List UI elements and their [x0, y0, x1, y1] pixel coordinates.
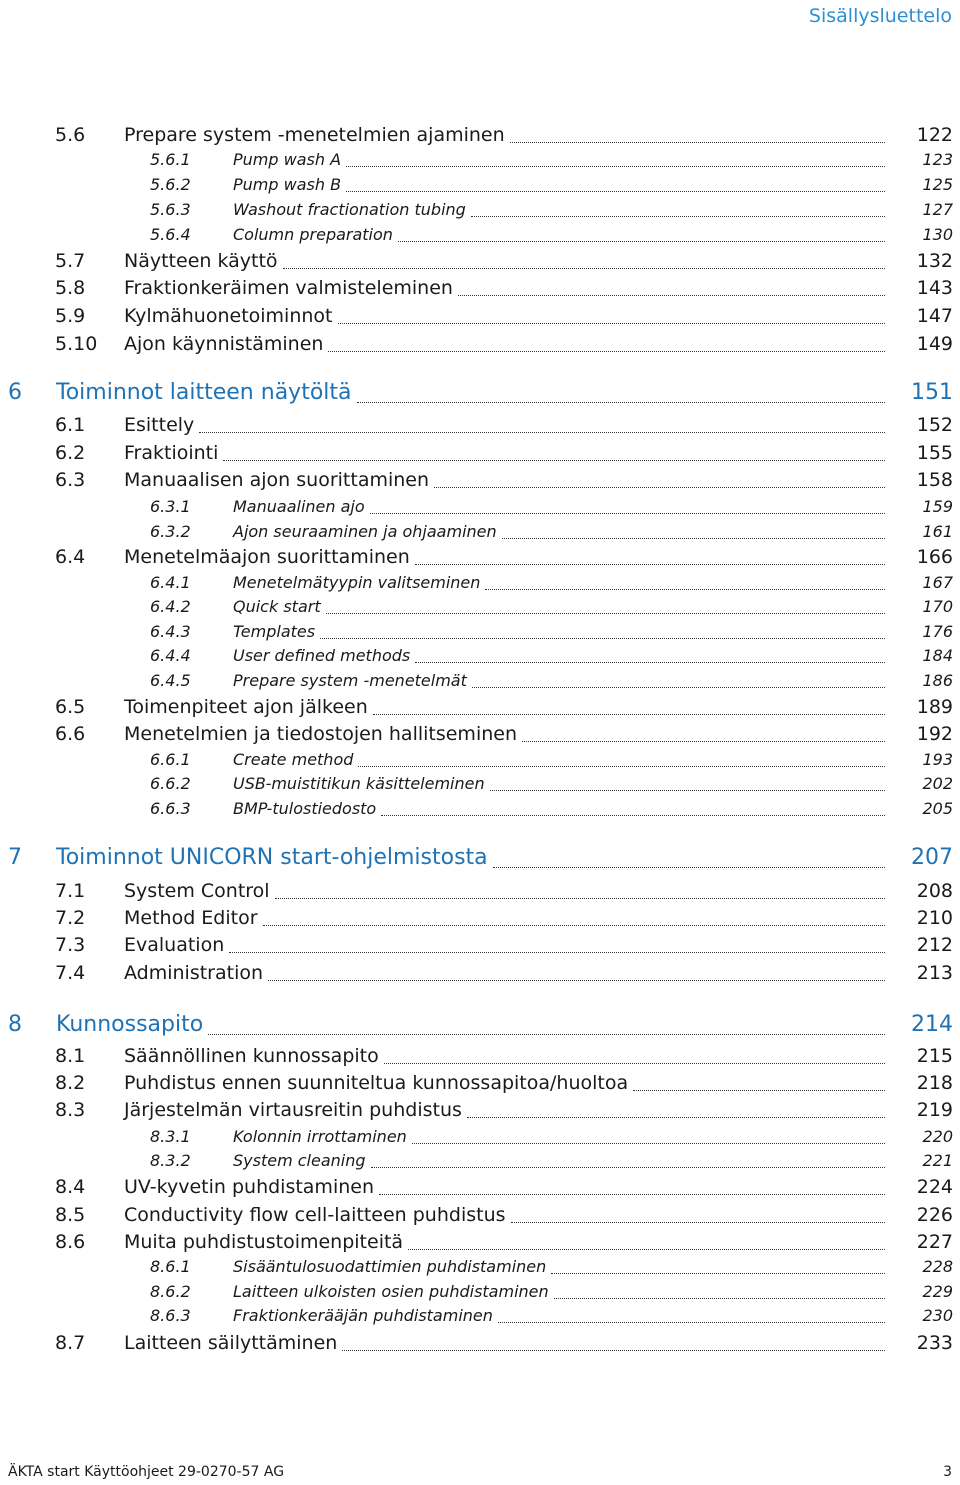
toc-leader-dots — [510, 142, 885, 143]
toc-leader-dots — [342, 1350, 885, 1351]
toc-entry-title: Create method — [233, 750, 354, 769]
toc-entry[interactable] — [0, 671, 960, 693]
toc-entry-page: 161 — [922, 522, 953, 541]
toc-entry[interactable] — [0, 750, 960, 772]
toc-entry[interactable] — [0, 1127, 960, 1149]
toc-entry[interactable] — [0, 1045, 960, 1069]
toc-entry-page: 166 — [916, 546, 953, 568]
toc-entry[interactable] — [0, 799, 960, 821]
toc-entry[interactable] — [0, 414, 960, 438]
toc-entry-title: Muita puhdistustoimenpiteitä — [124, 1231, 404, 1253]
toc-entry[interactable] — [0, 962, 960, 986]
toc-entry-page: 213 — [916, 962, 953, 984]
toc-entry-page: 230 — [922, 1306, 953, 1325]
section-header: Sisällysluettelo — [808, 5, 952, 27]
toc-entry[interactable] — [0, 1231, 960, 1255]
toc-entry[interactable] — [0, 150, 960, 172]
toc-leader-dots — [458, 295, 885, 296]
toc-entry-page: 192 — [916, 723, 953, 745]
toc-entry[interactable] — [0, 522, 960, 544]
toc-leader-dots — [326, 613, 885, 614]
toc-entry-number: 6.6 — [55, 723, 86, 745]
toc-entry[interactable] — [0, 622, 960, 644]
toc-leader-dots — [490, 790, 885, 791]
toc-leader-dots — [467, 1117, 885, 1118]
toc-entry-number: 5.6.2 — [150, 175, 191, 194]
toc-leader-dots — [485, 589, 885, 590]
toc-entry-number: 8.4 — [55, 1176, 86, 1198]
toc-entry-number: 7.4 — [55, 962, 86, 984]
toc-entry-page: 143 — [916, 277, 953, 299]
toc-entry-number: 8.6.3 — [150, 1306, 191, 1325]
toc-entry-page: 224 — [916, 1176, 953, 1198]
toc-leader-dots — [346, 191, 885, 192]
toc-entry-page: 123 — [922, 150, 953, 169]
toc-entry-title: Fraktionkerääjän puhdistaminen — [233, 1306, 493, 1325]
toc-entry-number: 5.10 — [55, 333, 98, 355]
toc-entry-number: 6.3.1 — [150, 497, 191, 516]
toc-entry-number: 8.6.1 — [150, 1257, 191, 1276]
toc-entry-number: 6.4.5 — [150, 671, 191, 690]
toc-entry-title: Puhdistus ennen suunniteltua kunnossapitoa/huoltoa — [124, 1072, 629, 1094]
toc-leader-dots — [229, 952, 885, 953]
toc-entry-number: 6.6.2 — [150, 774, 191, 793]
toc-leader-dots — [415, 662, 885, 663]
toc-entry[interactable] — [0, 442, 960, 466]
toc-entry-title: Laitteen säilyttäminen — [124, 1332, 338, 1354]
toc-entry[interactable] — [0, 277, 960, 301]
toc-leader-dots — [471, 216, 885, 217]
toc-entry-number: 8.2 — [55, 1072, 86, 1094]
toc-entry-number: 5.9 — [55, 305, 86, 327]
toc-leader-dots — [502, 538, 885, 539]
toc-entry[interactable] — [0, 845, 960, 873]
toc-entry-page: 176 — [922, 622, 953, 641]
toc-entry-number: 6.3.2 — [150, 522, 191, 541]
toc-entry[interactable] — [0, 1204, 960, 1228]
toc-leader-dots — [263, 925, 885, 926]
footer-document-title: ÄKTA start Käyttöohjeet 29-0270-57 AG — [8, 1464, 285, 1480]
toc-leader-dots — [320, 638, 885, 639]
toc-entry-page: 186 — [922, 671, 953, 690]
toc-entry-page: 226 — [916, 1204, 953, 1226]
toc-entry-page: 233 — [916, 1332, 953, 1354]
toc-entry-number: 7 — [8, 845, 22, 870]
toc-entry-title: Kylmähuonetoiminnot — [124, 305, 333, 327]
toc-leader-dots — [373, 714, 885, 715]
toc-entry[interactable] — [0, 696, 960, 720]
toc-leader-dots — [551, 1273, 885, 1274]
toc-entry-title: Prepare system -menetelmien ajaminen — [124, 124, 505, 146]
toc-entry-number: 5.7 — [55, 250, 86, 272]
toc-entry-page: 228 — [922, 1257, 953, 1276]
toc-entry-number: 6.4.3 — [150, 622, 191, 641]
toc-entry-page: 155 — [916, 442, 953, 464]
toc-entry-page: 130 — [922, 225, 953, 244]
toc-leader-dots — [346, 166, 885, 167]
toc-entry-page: 212 — [916, 934, 953, 956]
toc-leader-dots — [522, 741, 885, 742]
toc-entry-title: Evaluation — [124, 934, 225, 956]
toc-leader-dots — [384, 1063, 885, 1064]
toc-entry[interactable] — [0, 175, 960, 197]
toc-entry-page: 147 — [916, 305, 953, 327]
toc-entry-title: Washout fractionation tubing — [233, 200, 466, 219]
toc-entry-title: Conductivity flow cell-laitteen puhdistus — [124, 1204, 506, 1226]
toc-entry-title: Menetelmäajon suorittaminen — [124, 546, 410, 568]
toc-entry-page: 193 — [922, 750, 953, 769]
toc-entry-title: Fraktiointi — [124, 442, 219, 464]
toc-entry-number: 7.1 — [55, 880, 86, 902]
toc-entry-page: 184 — [922, 646, 953, 665]
toc-entry-page: 170 — [922, 597, 953, 616]
toc-entry-number: 8.3 — [55, 1099, 86, 1121]
toc-leader-dots — [398, 241, 885, 242]
toc-entry-page: 208 — [916, 880, 953, 902]
toc-entry-title: Kolonnin irrottaminen — [233, 1127, 407, 1146]
toc-entry-title: Kunnossapito — [56, 1012, 204, 1037]
toc-entry-number: 5.6 — [55, 124, 86, 146]
toc-entry-title: Näytteen käyttö — [124, 250, 278, 272]
toc-leader-dots — [268, 980, 885, 981]
toc-entry[interactable] — [0, 723, 960, 747]
toc-entry-number: 6.4.2 — [150, 597, 191, 616]
toc-leader-dots — [223, 460, 885, 461]
toc-entry-number: 6.6.1 — [150, 750, 191, 769]
toc-entry-page: 159 — [922, 497, 953, 516]
toc-entry[interactable] — [0, 646, 960, 668]
toc-entry[interactable] — [0, 1306, 960, 1328]
toc-leader-dots — [208, 1034, 885, 1035]
toc-entry-page: 202 — [922, 774, 953, 793]
toc-entry[interactable] — [0, 305, 960, 329]
toc-leader-dots — [357, 402, 885, 403]
toc-entry-title: Menetelmätyypin valitseminen — [233, 573, 481, 592]
toc-entry[interactable] — [0, 1332, 960, 1356]
toc-entry-page: 125 — [922, 175, 953, 194]
toc-entry-page: 215 — [916, 1045, 953, 1067]
toc-entry-title: Menetelmien ja tiedostojen hallitseminen — [124, 723, 517, 745]
toc-entry-number: 6.4.1 — [150, 573, 191, 592]
toc-entry-title: Manuaalisen ajon suorittaminen — [124, 469, 430, 491]
toc-leader-dots — [199, 432, 885, 433]
toc-leader-dots — [358, 766, 885, 767]
toc-entry-title: Järjestelmän virtausreitin puhdistus — [124, 1099, 462, 1121]
toc-leader-dots — [370, 513, 885, 514]
toc-entry[interactable] — [0, 469, 960, 493]
toc-leader-dots — [283, 268, 885, 269]
toc-leader-dots — [328, 351, 885, 352]
toc-leader-dots — [498, 1322, 885, 1323]
toc-entry-page: 219 — [916, 1099, 953, 1121]
toc-entry-title: USB-muistitikun käsitteleminen — [233, 774, 485, 793]
toc-entry-number: 5.6.3 — [150, 200, 191, 219]
toc-entry-number: 8 — [8, 1012, 22, 1037]
toc-entry[interactable] — [0, 774, 960, 796]
toc-entry-title: UV-kyvetin puhdistaminen — [124, 1176, 374, 1198]
toc-entry-title: Säännöllinen kunnossapito — [124, 1045, 379, 1067]
toc-leader-dots — [275, 898, 885, 899]
toc-entry[interactable] — [0, 1072, 960, 1096]
toc-entry-title: Fraktionkeräimen valmisteleminen — [124, 277, 453, 299]
toc-entry[interactable] — [0, 573, 960, 595]
toc-entry-title: Esittely — [124, 414, 195, 436]
toc-entry[interactable] — [0, 1012, 960, 1040]
toc-entry[interactable] — [0, 1151, 960, 1173]
toc-entry-page: 122 — [916, 124, 953, 146]
toc-leader-dots — [338, 323, 885, 324]
toc-entry-number: 8.3.1 — [150, 1127, 191, 1146]
toc-entry-title: Quick start — [233, 597, 321, 616]
toc-entry[interactable] — [0, 1099, 960, 1123]
toc-entry-title: System Control — [124, 880, 270, 902]
toc-entry-title: User defined methods — [233, 646, 411, 665]
toc-entry-title: Ajon käynnistäminen — [124, 333, 324, 355]
toc-entry-number: 5.6.1 — [150, 150, 191, 169]
toc-entry-page: 205 — [922, 799, 953, 818]
toc-entry-number: 7.2 — [55, 907, 86, 929]
toc-entry-title: Pump wash A — [233, 150, 342, 169]
toc-entry-page: 149 — [916, 333, 953, 355]
toc-entry-number: 7.3 — [55, 934, 86, 956]
toc-entry[interactable] — [0, 907, 960, 931]
toc-leader-dots — [381, 815, 885, 816]
toc-entry[interactable] — [0, 546, 960, 570]
toc-entry-number: 6.5 — [55, 696, 86, 718]
toc-entry-page: 132 — [916, 250, 953, 272]
toc-entry-number: 6.1 — [55, 414, 86, 436]
toc-entry-number: 8.1 — [55, 1045, 86, 1067]
toc-entry-title: Manuaalinen ajo — [233, 497, 365, 516]
toc-entry[interactable] — [0, 333, 960, 357]
toc-entry-number: 5.8 — [55, 277, 86, 299]
toc-leader-dots — [633, 1090, 885, 1091]
toc-entry-page: 127 — [922, 200, 953, 219]
footer-page-number: 3 — [943, 1464, 952, 1480]
toc-entry-page: 214 — [911, 1012, 953, 1037]
toc-entry[interactable] — [0, 597, 960, 619]
toc-entry-number: 6.3 — [55, 469, 86, 491]
toc-entry-title: Pump wash B — [233, 175, 342, 194]
toc-entry-number: 6.6.3 — [150, 799, 191, 818]
toc-entry-number: 8.6 — [55, 1231, 86, 1253]
toc-leader-dots — [408, 1249, 885, 1250]
toc-leader-dots — [554, 1298, 885, 1299]
toc-entry-number: 8.5 — [55, 1204, 86, 1226]
toc-entry-page: 151 — [911, 380, 953, 405]
toc-entry-number: 6.4.4 — [150, 646, 191, 665]
toc-entry[interactable] — [0, 1257, 960, 1279]
toc-entry-page: 207 — [911, 845, 953, 870]
toc-entry-title: Sisääntulosuodattimien puhdistaminen — [233, 1257, 547, 1276]
toc-entry-page: 220 — [922, 1127, 953, 1146]
toc-leader-dots — [511, 1222, 885, 1223]
toc-entry-page: 210 — [916, 907, 953, 929]
toc-entry[interactable] — [0, 200, 960, 222]
toc-entry[interactable] — [0, 225, 960, 247]
toc-entry-page: 218 — [916, 1072, 953, 1094]
toc-entry-title: Templates — [233, 622, 316, 641]
toc-entry-page: 152 — [916, 414, 953, 436]
toc-entry-number: 6.2 — [55, 442, 86, 464]
toc-entry-title: Method Editor — [124, 907, 258, 929]
toc-entry-title: Toiminnot UNICORN start-ohjelmistosta — [56, 845, 488, 870]
toc-entry[interactable] — [0, 1282, 960, 1304]
toc-entry-title: BMP-tulostiedosto — [233, 799, 377, 818]
toc-entry-number: 5.6.4 — [150, 225, 191, 244]
toc-entry-title: Ajon seuraaminen ja ohjaaminen — [233, 522, 497, 541]
toc-entry-number: 8.6.2 — [150, 1282, 191, 1301]
toc-entry-title: Toimenpiteet ajon jälkeen — [124, 696, 368, 718]
toc-entry-title: Prepare system -menetelmät — [233, 671, 467, 690]
toc-entry-title: Toiminnot laitteen näytöltä — [56, 380, 352, 405]
toc-entry[interactable] — [0, 250, 960, 274]
toc-entry-page: 221 — [922, 1151, 953, 1170]
toc-entry-page: 229 — [922, 1282, 953, 1301]
toc-entry[interactable] — [0, 124, 960, 148]
toc-entry-title: System cleaning — [233, 1151, 366, 1170]
toc-leader-dots — [412, 1143, 885, 1144]
toc-entry[interactable] — [0, 497, 960, 519]
toc-leader-dots — [415, 564, 885, 565]
toc-entry-number: 6 — [8, 380, 22, 405]
toc-entry-page: 189 — [916, 696, 953, 718]
toc-entry-title: Administration — [124, 962, 264, 984]
toc-entry-page: 167 — [922, 573, 953, 592]
toc-entry-title: Column preparation — [233, 225, 393, 244]
toc-entry-title: Laitteen ulkoisten osien puhdistaminen — [233, 1282, 549, 1301]
toc-entry[interactable] — [0, 380, 960, 408]
toc-leader-dots — [379, 1194, 885, 1195]
toc-entry[interactable] — [0, 934, 960, 958]
toc-entry[interactable] — [0, 880, 960, 904]
toc-entry-number: 8.7 — [55, 1332, 86, 1354]
toc-leader-dots — [493, 867, 885, 868]
toc-entry-page: 227 — [916, 1231, 953, 1253]
toc-entry[interactable] — [0, 1176, 960, 1200]
toc-leader-dots — [434, 487, 885, 488]
toc-entry-number: 6.4 — [55, 546, 86, 568]
toc-leader-dots — [371, 1167, 885, 1168]
toc-leader-dots — [472, 687, 885, 688]
toc-entry-page: 158 — [916, 469, 953, 491]
toc-entry-number: 8.3.2 — [150, 1151, 191, 1170]
